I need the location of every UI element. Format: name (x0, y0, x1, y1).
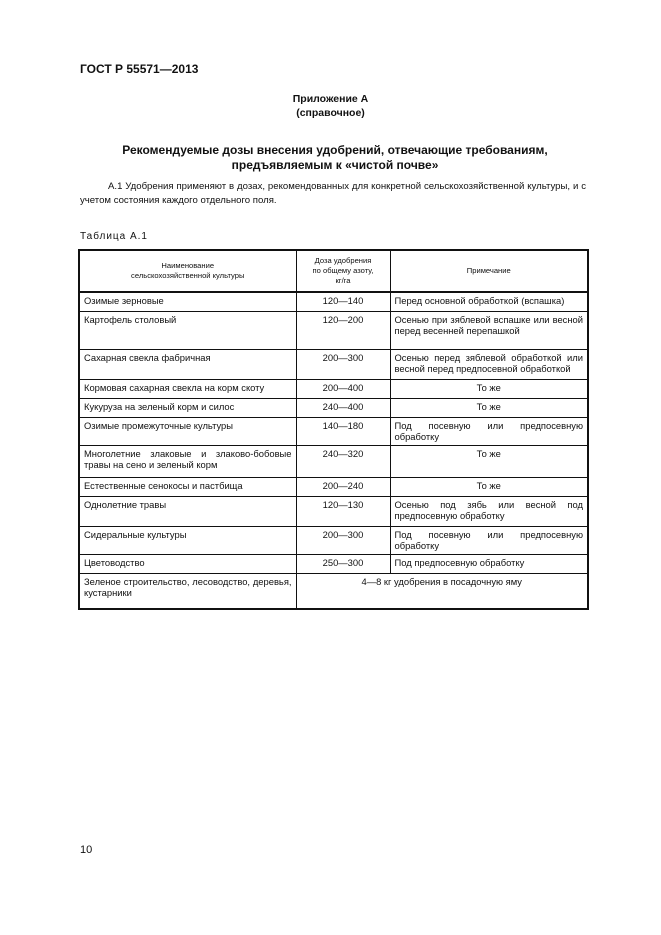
fertilizer-dose-table (78, 249, 589, 610)
cell-note: Осенью при зяблевой вспашке или весной перед весенней перепашкой (390, 311, 588, 349)
cell-note: Под посевную или предпосевную обработку (390, 417, 588, 445)
cell-dose: 250—300 (296, 554, 390, 573)
cell-crop: Сидеральные культуры (79, 526, 296, 554)
cell-note: Под предпосевную обработку (390, 554, 588, 573)
cell-dose: 140—180 (296, 417, 390, 445)
cell-note: То же (390, 379, 588, 398)
cell-crop: Сахарная свекла фабричная (79, 349, 296, 379)
cell-note: Осенью под зябь или весной под предпосевную обработку (390, 496, 588, 526)
header-note: Примечание (390, 250, 588, 292)
cell-dose: 200—300 (296, 526, 390, 554)
cell-note: То же (390, 398, 588, 417)
table-header-row (79, 250, 588, 292)
cell-dose: 240—400 (296, 398, 390, 417)
table-row (79, 349, 588, 379)
page-number: 10 (80, 844, 93, 856)
table-row (79, 417, 588, 445)
cell-crop: Однолетние травы (79, 496, 296, 526)
table-row (79, 496, 588, 526)
table-row (79, 573, 588, 609)
header-dose: Доза удобрения по общему азоту, кг/га (296, 250, 390, 292)
cell-note: Перед основной обработкой (вспашка) (390, 292, 588, 311)
cell-crop: Озимые зерновые (79, 292, 296, 311)
cell-crop: Озимые промежуточные культуры (79, 417, 296, 445)
cell-crop: Кормовая сахарная свекла на корм скоту (79, 379, 296, 398)
cell-note: То же (390, 445, 588, 477)
section-title-line-2: предъявляемым к «чистой почве» (231, 158, 439, 172)
cell-crop: Картофель столовый (79, 311, 296, 349)
cell-dose: 240—320 (296, 445, 390, 477)
table-row (79, 311, 588, 349)
section-title-line-1: Рекомендуемые дозы внесения удобрений, отвечающие требованиям, (122, 143, 548, 157)
cell-crop: Многолетние злаковые и злаково-бобовые травы на сено и зеленый корм (79, 445, 296, 477)
table-row (79, 477, 588, 496)
cell-crop: Кукуруза на зеленый корм и силос (79, 398, 296, 417)
cell-note: То же (390, 477, 588, 496)
appendix-type: (справочное) (296, 107, 365, 119)
fertilizer-table-container (78, 249, 589, 610)
cell-note: Под посевную или предпосевную обработку (390, 526, 588, 554)
intro-paragraph: А.1 Удобрения применяют в дозах, рекомендованных для конкретной сельскохозяйственной культуры, и с учетом состояния каждого отдельного поля. (80, 181, 586, 206)
header-crop-name: Наименование сельскохозяйственной культуры (79, 250, 296, 292)
cell-merged-note: 4—8 кг удобрения в посадочную яму (296, 573, 588, 609)
document-header: ГОСТ Р 55571—2013 (80, 62, 199, 76)
cell-crop: Цветоводство (79, 554, 296, 573)
cell-dose: 200—400 (296, 379, 390, 398)
cell-dose: 120—140 (296, 292, 390, 311)
cell-dose: 120—130 (296, 496, 390, 526)
table-row (79, 398, 588, 417)
table-label: Таблица А.1 (80, 231, 148, 242)
appendix-title: Приложение А (292, 93, 369, 105)
table-row (79, 526, 588, 554)
cell-dose: 120—200 (296, 311, 390, 349)
cell-crop: Зеленое строительство, лесоводство, деревья, кустарники (79, 573, 296, 609)
cell-note: Осенью перед зяблевой обработкой или весной перед предпосевной обработкой (390, 349, 588, 379)
table-row (79, 445, 588, 477)
table-row (79, 554, 588, 573)
cell-crop: Естественные сенокосы и пастбища (79, 477, 296, 496)
table-row (79, 292, 588, 311)
cell-dose: 200—300 (296, 349, 390, 379)
appendix-heading (0, 92, 661, 120)
cell-dose: 200—240 (296, 477, 390, 496)
table-row (79, 379, 588, 398)
section-title (80, 143, 590, 173)
